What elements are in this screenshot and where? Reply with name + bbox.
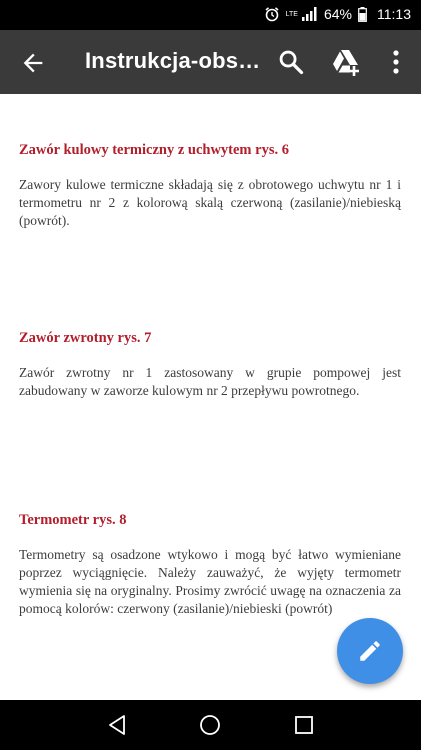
section-check-valve <box>19 330 401 400</box>
alarm-icon <box>264 6 280 22</box>
section-thermometer <box>19 512 401 618</box>
back-arrow-icon[interactable] <box>19 49 47 77</box>
battery-percent: 64% <box>323 6 352 22</box>
section-heading: Zawór kulowy termiczny z uchwytem rys. 6 <box>19 142 289 158</box>
edit-fab-button[interactable] <box>337 618 403 684</box>
app-bar <box>0 30 421 94</box>
more-vert-icon[interactable] <box>386 48 406 76</box>
nav-home-icon[interactable] <box>198 713 222 737</box>
section-body: Zawór zwrotny nr 1 zastosowany w grupie pompowej jest zabudowany w zaworze kulowym nr 2 przepływu powrotnego. <box>19 365 401 398</box>
section-heading: Zawór zwrotny rys. 7 <box>19 330 152 346</box>
signal-icon <box>302 7 318 21</box>
nav-back-icon[interactable] <box>105 713 129 737</box>
document-content[interactable] <box>0 94 421 700</box>
section-body: Termometry są osadzone wtykowo i mogą być łatwo wymieniane poprzez wyciągnięcie. Należy zauważyć, że wyjęty termometr wymienia się na oryginalny. Prosimy zwrócić uwagę na oznaczenia za pomocą kolorów: czerwony (zasilanie)/niebieski (powrót) <box>19 547 401 616</box>
status-bar <box>0 0 421 30</box>
network-type: LTE <box>285 10 298 18</box>
clock: 11:13 <box>377 6 411 22</box>
section-body: Zawory kulowe termiczne składają się z obrotowego uchwytu nr 1 i termometru nr 2 z kolorową skalą czerwoną (zasilanie)/niebieską (powrót). <box>19 177 401 228</box>
nav-recents-icon[interactable] <box>292 713 316 737</box>
navigation-bar <box>0 700 421 750</box>
edit-pencil-icon <box>357 638 383 664</box>
drive-add-icon[interactable] <box>331 47 361 77</box>
section-ball-valve <box>19 142 401 230</box>
status-icons <box>264 6 411 22</box>
section-heading: Termometr rys. 8 <box>19 512 127 528</box>
battery-icon <box>358 7 367 22</box>
search-icon[interactable] <box>277 48 305 76</box>
document-title: Instrukcja-obs… <box>85 48 261 73</box>
